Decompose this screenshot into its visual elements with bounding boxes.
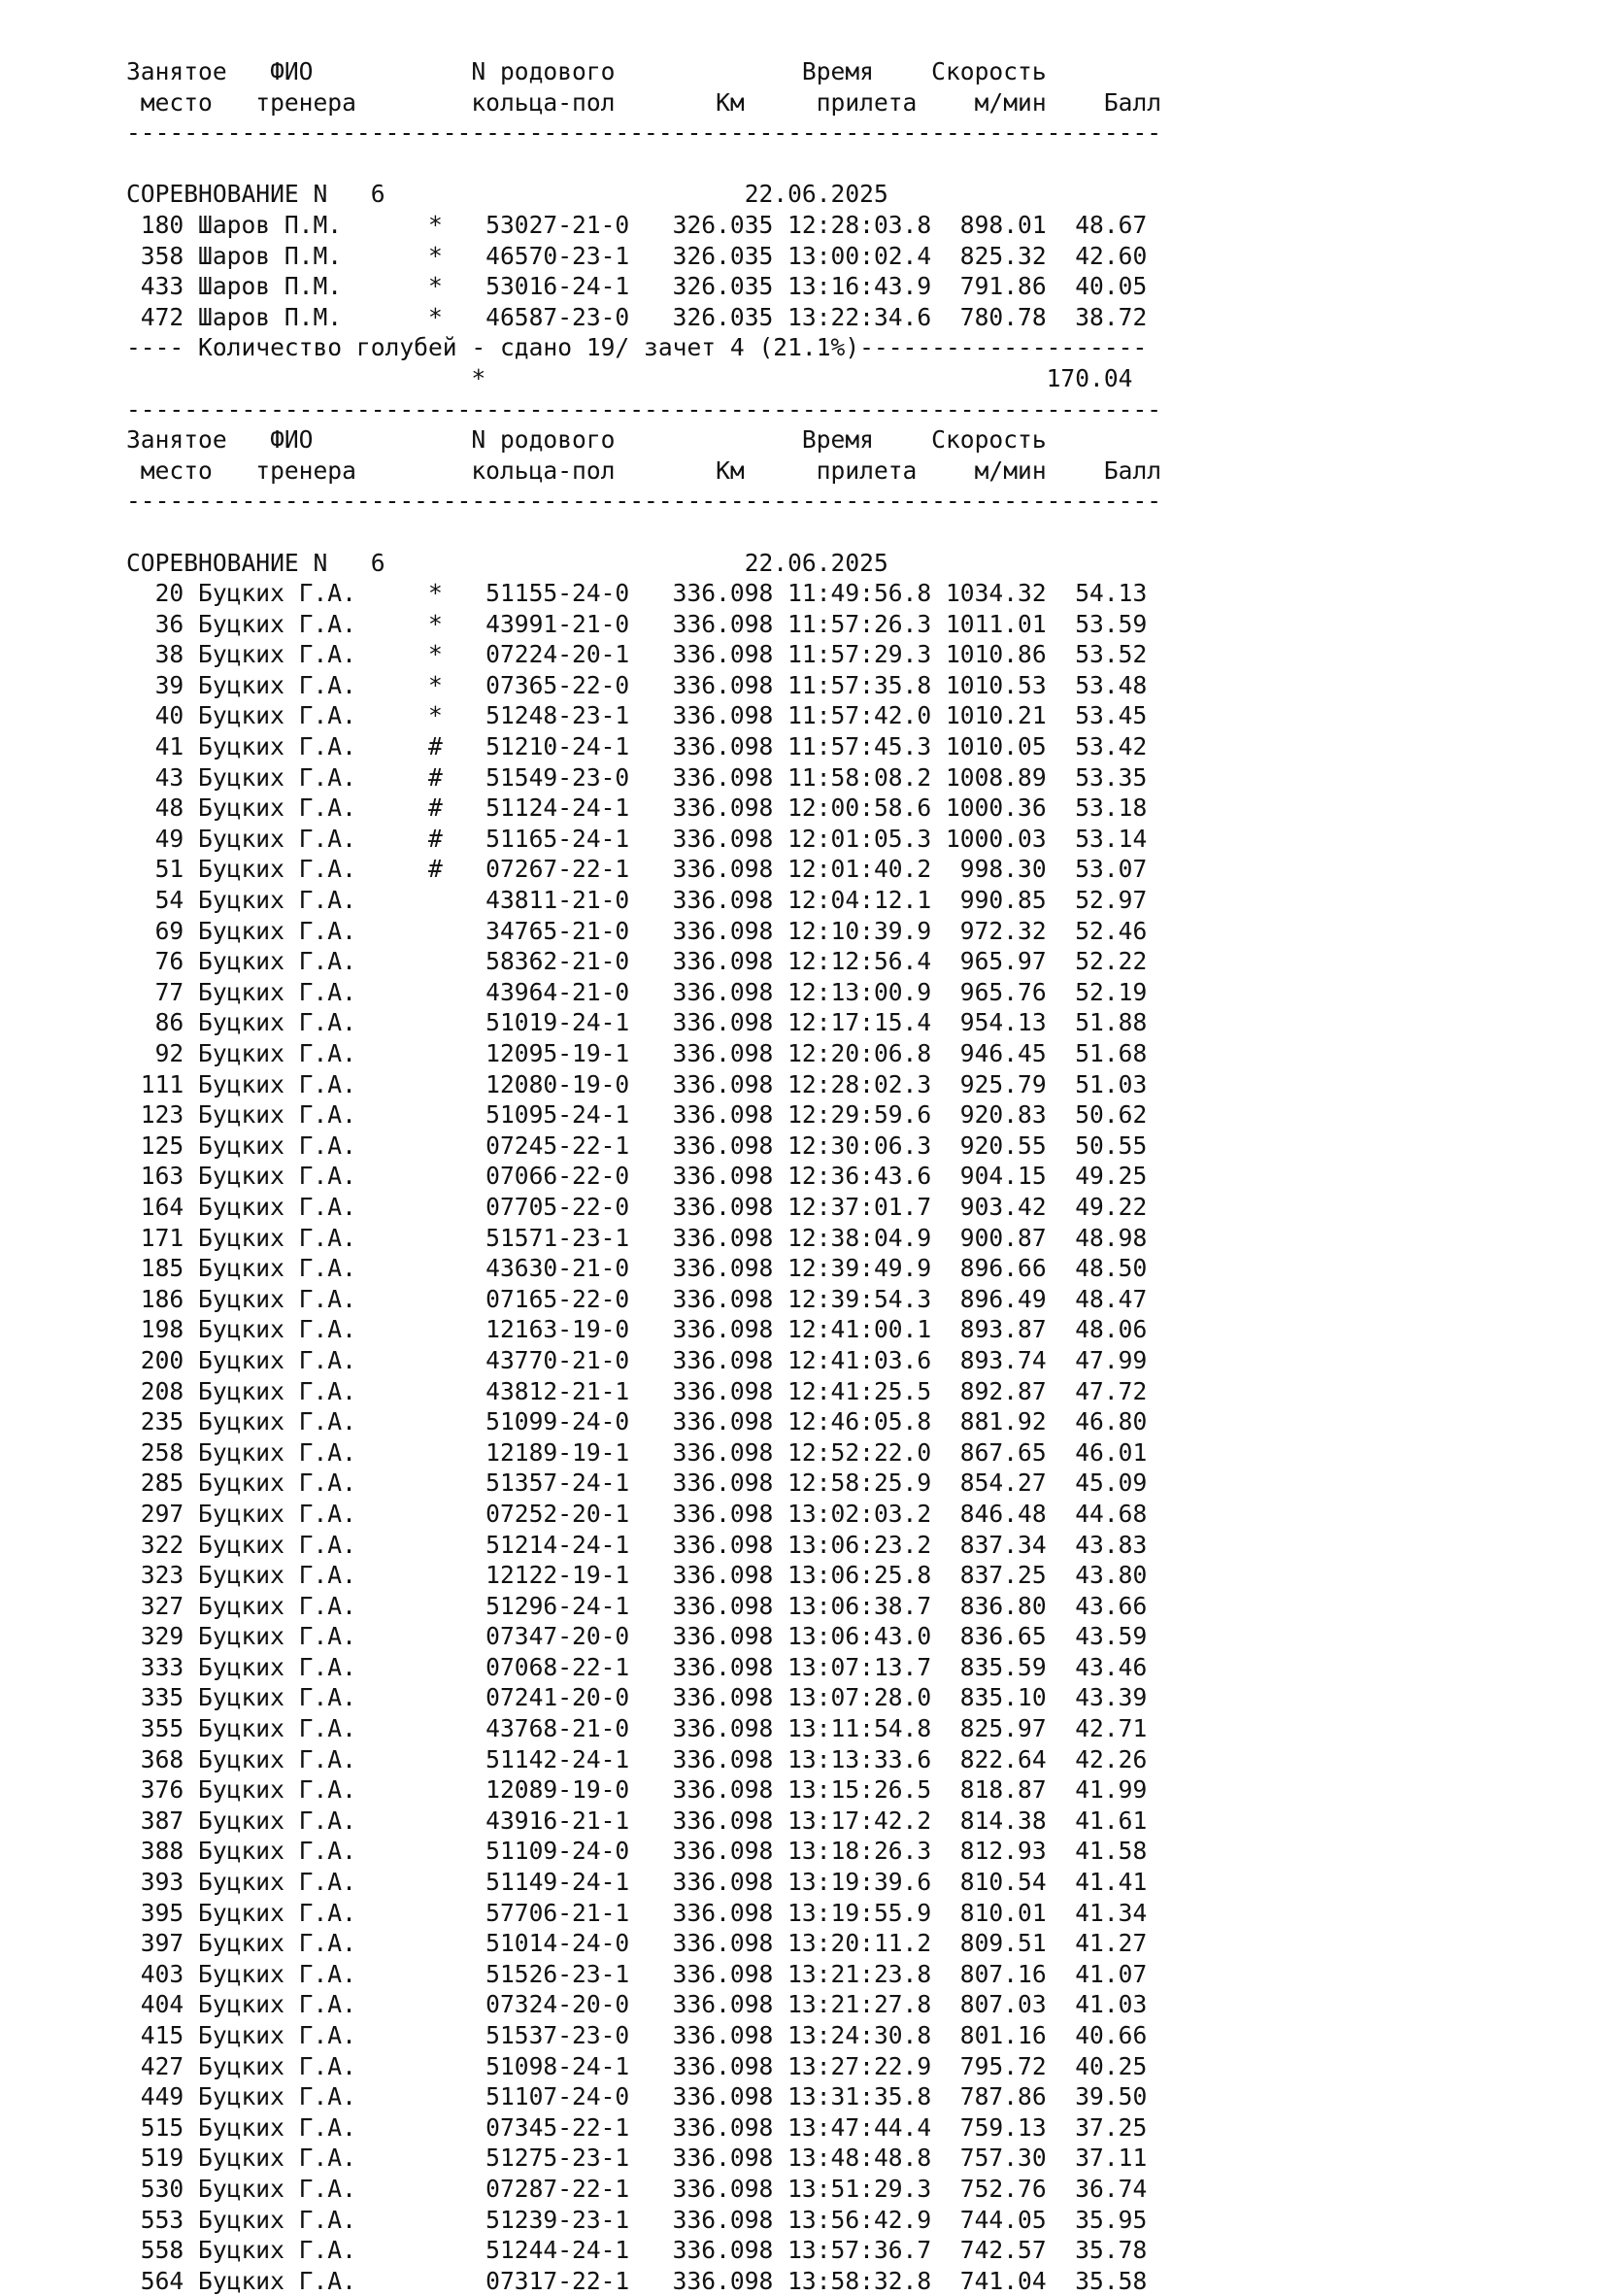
- result-row: 322 Буцких Г.А. 51214-24-1 336.098 13:06:23.2 837.34 43.83: [126, 1530, 1148, 1559]
- results-section: [126, 56, 1486, 424]
- result-row: 125 Буцких Г.А. 07245-22-1 336.098 12:30:06.3 920.55 50.55: [126, 1131, 1148, 1160]
- result-row: 39 Буцких Г.А. * 07365-22-0 336.098 11:57:35.8 1010.53 53.48: [126, 670, 1148, 699]
- section-empty-line: [126, 517, 1486, 548]
- result-row: 355 Буцких Г.А. 43768-21-0 336.098 13:11:54.8 825.97 42.71: [126, 1714, 1148, 1743]
- column-header-line: место тренера кольца-пол Км прилета м/мин Балл: [126, 87, 1162, 117]
- summary-line: ---- Количество голубей - сдано 19/ зачет 4 (21.1%)--------------------: [126, 333, 1148, 362]
- result-row: 323 Буцких Г.А. 12122-19-1 336.098 13:06:25.8 837.25 43.80: [126, 1561, 1148, 1590]
- section-empty-line: [126, 149, 1486, 180]
- result-row: 43 Буцких Г.А. # 51549-23-0 336.098 11:58:08.2 1008.89 53.35: [126, 762, 1148, 792]
- result-row: 235 Буцких Г.А. 51099-24-0 336.098 12:46:05.8 881.92 46.80: [126, 1407, 1148, 1436]
- result-row: 388 Буцких Г.А. 51109-24-0 336.098 13:18:26.3 812.93 41.58: [126, 1837, 1148, 1866]
- total-score-line: * 170.04: [126, 363, 1133, 392]
- column-header-line: место тренера кольца-пол Км прилета м/мин Балл: [126, 456, 1162, 485]
- result-row: 387 Буцких Г.А. 43916-21-1 336.098 13:17:42.2 814.38 41.61: [126, 1806, 1148, 1835]
- result-row: 185 Буцких Г.А. 43630-21-0 336.098 12:39:49.9 896.66 48.50: [126, 1254, 1148, 1283]
- result-row: 415 Буцких Г.А. 51537-23-0 336.098 13:24:30.8 801.16 40.66: [126, 2021, 1148, 2049]
- result-row: 123 Буцких Г.А. 51095-24-1 336.098 12:29:59.6 920.83 50.62: [126, 1100, 1148, 1130]
- column-header-line: Занятое ФИО N родового Время Скорость: [126, 425, 1047, 455]
- result-row: 258 Буцких Г.А. 12189-19-1 336.098 12:52:22.0 867.65 46.01: [126, 1437, 1148, 1467]
- result-row: 48 Буцких Г.А. # 51124-24-1 336.098 12:00:58.6 1000.36 53.18: [126, 793, 1148, 823]
- result-row: 69 Буцких Г.А. 34765-21-0 336.098 12:10:39.9 972.32 52.46: [126, 916, 1148, 945]
- result-row: 54 Буцких Г.А. 43811-21-0 336.098 12:04:12.1 990.85 52.97: [126, 886, 1148, 915]
- result-row: 393 Буцких Г.А. 51149-24-1 336.098 13:19:39.6 810.54 41.41: [126, 1868, 1148, 1897]
- result-row: 171 Буцких Г.А. 51571-23-1 336.098 12:38:04.9 900.87 48.98: [126, 1223, 1148, 1252]
- result-row: 86 Буцких Г.А. 51019-24-1 336.098 12:17:15.4 954.13 51.88: [126, 1008, 1148, 1037]
- result-row: 553 Буцких Г.А. 51239-23-1 336.098 13:56:42.9 744.05 35.95: [126, 2205, 1148, 2234]
- result-row: 198 Буцких Г.А. 12163-19-0 336.098 12:41:00.1 893.87 48.06: [126, 1315, 1148, 1344]
- result-row: 333 Буцких Г.А. 07068-22-1 336.098 13:07:13.7 835.59 43.46: [126, 1652, 1148, 1681]
- result-row: 77 Буцких Г.А. 43964-21-0 336.098 12:13:00.9 965.76 52.19: [126, 977, 1148, 1006]
- result-row: 40 Буцких Г.А. * 51248-23-1 336.098 11:57:42.0 1010.21 53.45: [126, 701, 1148, 730]
- result-row: 335 Буцких Г.А. 07241-20-0 336.098 13:07:28.0 835.10 43.39: [126, 1683, 1148, 1712]
- result-row: 403 Буцких Г.А. 51526-23-1 336.098 13:21:23.8 807.16 41.07: [126, 1959, 1148, 1988]
- result-row: 472 Шаров П.М. * 46587-23-0 326.035 13:22:34.6 780.78 38.72: [126, 302, 1148, 331]
- result-row: 397 Буцких Г.А. 51014-24-0 336.098 13:20:11.2 809.51 41.27: [126, 1929, 1148, 1958]
- result-row: 76 Буцких Г.А. 58362-21-0 336.098 12:12:56.4 965.97 52.22: [126, 947, 1148, 976]
- result-row: 208 Буцких Г.А. 43812-21-1 336.098 12:41:25.5 892.87 47.72: [126, 1376, 1148, 1405]
- result-row: 558 Буцких Г.А. 51244-24-1 336.098 13:57:36.7 742.57 35.78: [126, 2236, 1148, 2265]
- column-header-line: Занятое ФИО N родового Время Скорость: [126, 57, 1047, 85]
- result-row: 395 Буцких Г.А. 57706-21-1 336.098 13:19:55.9 810.01 41.34: [126, 1898, 1148, 1927]
- result-row: 51 Буцких Г.А. # 07267-22-1 336.098 12:01:40.2 998.30 53.07: [126, 855, 1148, 884]
- result-row: 111 Буцких Г.А. 12080-19-0 336.098 12:28:02.3 925.79 51.03: [126, 1069, 1148, 1098]
- results-rows: [126, 210, 1486, 332]
- result-row: 376 Буцких Г.А. 12089-19-0 336.098 13:15:26.5 818.87 41.99: [126, 1775, 1148, 1805]
- competition-title: СОРЕВНОВАНИЕ N 6 22.06.2025: [126, 180, 888, 209]
- result-row: 564 Буцких Г.А. 07317-22-1 336.098 13:58:32.8 741.04 35.58: [126, 2266, 1148, 2295]
- result-row: 200 Буцких Г.А. 43770-21-0 336.098 12:41:03.6 893.74 47.99: [126, 1345, 1148, 1374]
- results-report: [126, 56, 1486, 2296]
- results-section: [126, 424, 1486, 2296]
- result-row: 519 Буцких Г.А. 51275-23-1 336.098 13:48:48.8 757.30 37.11: [126, 2144, 1148, 2173]
- result-row: 327 Буцких Г.А. 51296-24-1 336.098 13:06:38.7 836.80 43.66: [126, 1591, 1148, 1620]
- result-row: 449 Буцких Г.А. 51107-24-0 336.098 13:31:35.8 787.86 39.50: [126, 2082, 1148, 2111]
- result-row: 41 Буцких Г.А. # 51210-24-1 336.098 11:57:45.3 1010.05 53.42: [126, 732, 1148, 761]
- result-row: 404 Буцких Г.А. 07324-20-0 336.098 13:21:27.8 807.03 41.03: [126, 1990, 1148, 2019]
- result-row: 358 Шаров П.М. * 46570-23-1 326.035 13:00:02.4 825.32 42.60: [126, 241, 1148, 270]
- result-row: 92 Буцких Г.А. 12095-19-1 336.098 12:20:06.8 946.45 51.68: [126, 1039, 1148, 1067]
- result-row: 36 Буцких Г.А. * 43991-21-0 336.098 11:57:26.3 1011.01 53.59: [126, 609, 1148, 638]
- result-row: 530 Буцких Г.А. 07287-22-1 336.098 13:51:29.3 752.76 36.74: [126, 2174, 1148, 2203]
- result-row: 20 Буцких Г.А. * 51155-24-0 336.098 11:49:56.8 1034.32 54.13: [126, 579, 1148, 608]
- competition-title: СОРЕВНОВАНИЕ N 6 22.06.2025: [126, 548, 888, 577]
- result-row: 515 Буцких Г.А. 07345-22-1 336.098 13:47:44.4 759.13 37.25: [126, 2112, 1148, 2142]
- results-rows: [126, 578, 1486, 2296]
- divider-rule: ------------------------------------------------------------------------: [126, 487, 1162, 516]
- result-row: 285 Буцких Г.А. 51357-24-1 336.098 12:58:25.9 854.27 45.09: [126, 1469, 1148, 1498]
- result-row: 38 Буцких Г.А. * 07224-20-1 336.098 11:57:29.3 1010.86 53.52: [126, 640, 1148, 669]
- divider-rule: ------------------------------------------------------------------------: [126, 394, 1162, 423]
- result-row: 433 Шаров П.М. * 53016-24-1 326.035 13:16:43.9 791.86 40.05: [126, 272, 1148, 301]
- result-row: 164 Буцких Г.А. 07705-22-0 336.098 12:37:01.7 903.42 49.22: [126, 1192, 1148, 1221]
- result-row: 297 Буцких Г.А. 07252-20-1 336.098 13:02:03.2 846.48 44.68: [126, 1499, 1148, 1528]
- result-row: 163 Буцких Г.А. 07066-22-0 336.098 12:36:43.6 904.15 49.25: [126, 1162, 1148, 1191]
- result-row: 329 Буцких Г.А. 07347-20-0 336.098 13:06:43.0 836.65 43.59: [126, 1622, 1148, 1651]
- divider-rule: ------------------------------------------------------------------------: [126, 118, 1162, 148]
- result-row: 186 Буцких Г.А. 07165-22-0 336.098 12:39:54.3 896.49 48.47: [126, 1284, 1148, 1313]
- result-row: 368 Буцких Г.А. 51142-24-1 336.098 13:13:33.6 822.64 42.26: [126, 1744, 1148, 1773]
- result-row: 180 Шаров П.М. * 53027-21-0 326.035 12:28:03.8 898.01 48.67: [126, 210, 1148, 239]
- result-row: 427 Буцких Г.А. 51098-24-1 336.098 13:27:22.9 795.72 40.25: [126, 2051, 1148, 2080]
- result-row: 49 Буцких Г.А. # 51165-24-1 336.098 12:01:05.3 1000.03 53.14: [126, 824, 1148, 853]
